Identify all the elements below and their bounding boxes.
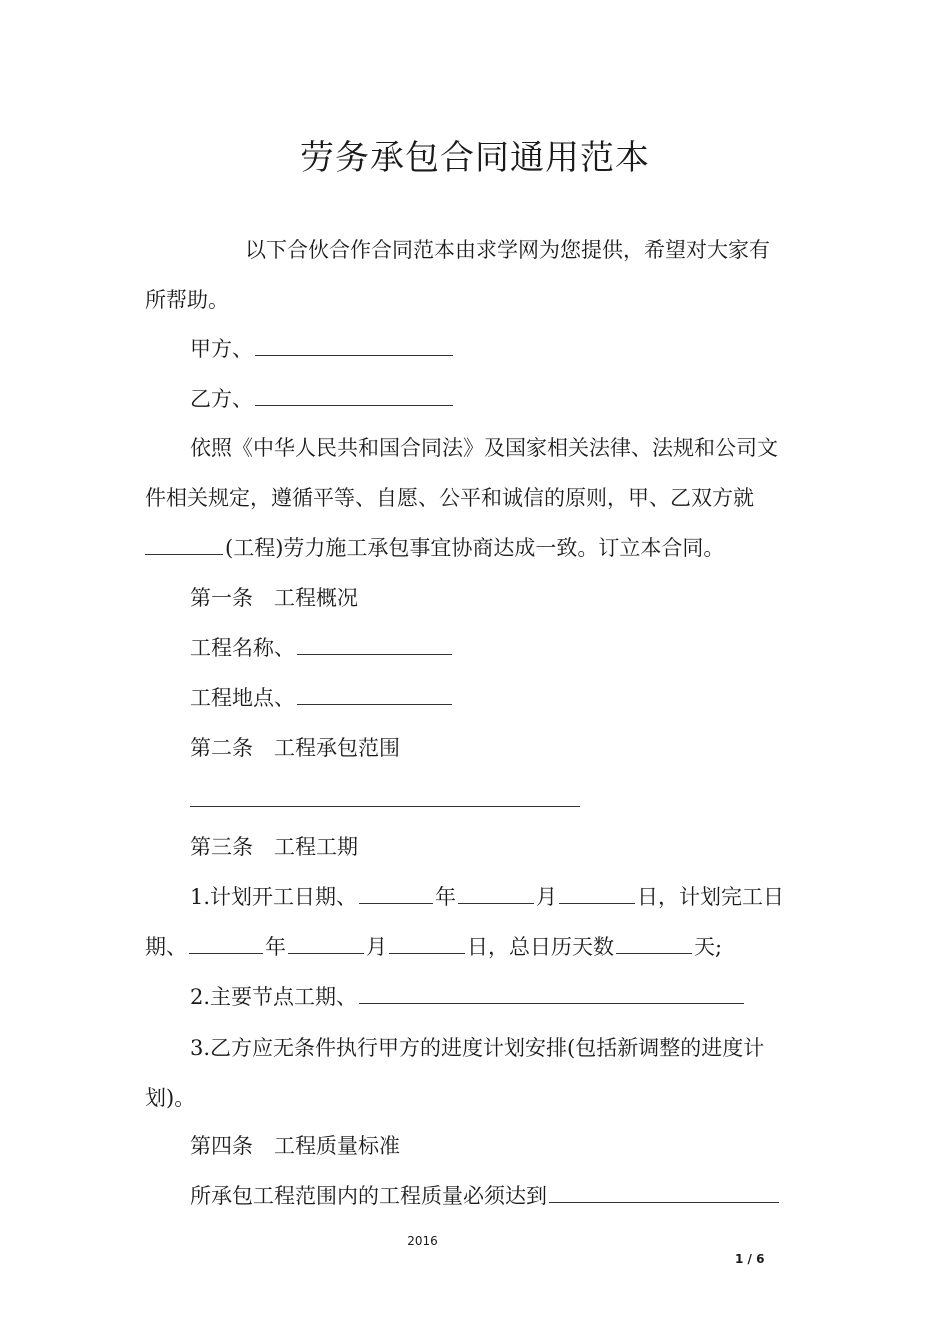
start-day-unit: 日，计划完工日 (637, 885, 785, 909)
article-1-heading: 第一条 工程概况 (190, 586, 358, 610)
end-month-unit: 月 (366, 935, 387, 959)
party-a-label: 甲方、 (190, 337, 253, 361)
article-4-heading: 第四条 工程质量标准 (190, 1134, 400, 1158)
start-date-label: 1.计划开工日期、 (190, 885, 358, 909)
article-2-heading: 第二条 工程承包范围 (190, 736, 400, 760)
party-b-line (190, 384, 455, 414)
progress-line-2: 划)。 (145, 1086, 196, 1110)
project-site-blank (297, 686, 452, 705)
start-month-blank (458, 885, 534, 904)
milestone-label: 2.主要节点工期、 (190, 985, 358, 1009)
scope-line (190, 785, 582, 815)
quality-blank (549, 1184, 779, 1203)
page-number: 1 / 6 (735, 1252, 765, 1266)
party-b-label: 乙方、 (190, 387, 253, 411)
end-month-blank (288, 935, 364, 954)
intro-paragraph (145, 225, 810, 325)
scope-blank (190, 788, 580, 807)
start-year-blank (359, 885, 433, 904)
party-a-line (190, 334, 455, 364)
basis-line-3: (工程)劳力施工承包事宜协商达成一致。订立本合同。 (225, 536, 725, 560)
project-name-label: 工程名称、 (190, 636, 295, 660)
quality-line (190, 1181, 781, 1211)
end-date-label: 期、 (145, 935, 187, 959)
party-a-blank (255, 337, 453, 356)
milestone-blank (359, 985, 744, 1004)
project-name-line (190, 633, 454, 663)
party-b-blank (255, 387, 453, 406)
start-month-unit: 月 (536, 885, 558, 909)
basis-line-2: 件相关规定，遵循平等、自愿、公平和诚信的原则，甲、乙双方就 (145, 486, 754, 510)
project-site-line (190, 683, 454, 713)
total-days-blank (616, 935, 692, 954)
start-year-unit: 年 (435, 885, 457, 909)
milestone-line (190, 982, 746, 1012)
project-name-blank (145, 536, 223, 555)
start-day-blank (559, 885, 635, 904)
project-name-field-blank (297, 636, 452, 655)
footer-year: 2016 (407, 1234, 438, 1248)
progress-line-1: 3.乙方应无条件执行甲方的进度计划安排(包括新调整的进度计 (190, 1036, 765, 1060)
schedule-line-2 (145, 932, 722, 962)
basis-line-1: 依照《中华人民共和国合同法》及国家相关法律、法规和公司文 (190, 436, 778, 460)
progress-paragraph (145, 1023, 810, 1123)
total-days-label: 日，总日历天数 (467, 935, 614, 959)
document-title: 劳务承包合同通用范本 (300, 138, 650, 178)
basis-paragraph (145, 423, 810, 573)
quality-label: 所承包工程范围内的工程质量必须达到 (190, 1184, 547, 1208)
intro-line-2: 所帮助。 (145, 288, 229, 312)
intro-line-1: 以下合伙合作合同范本由求学网为您提供，希望对大家有 (245, 238, 770, 262)
project-site-label: 工程地点、 (190, 686, 295, 710)
days-unit: 天; (694, 935, 723, 959)
article-3-heading: 第三条 工程工期 (190, 835, 358, 859)
schedule-line-1 (190, 882, 784, 912)
end-year-blank (189, 935, 263, 954)
end-day-blank (389, 935, 465, 954)
end-year-unit: 年 (265, 935, 286, 959)
